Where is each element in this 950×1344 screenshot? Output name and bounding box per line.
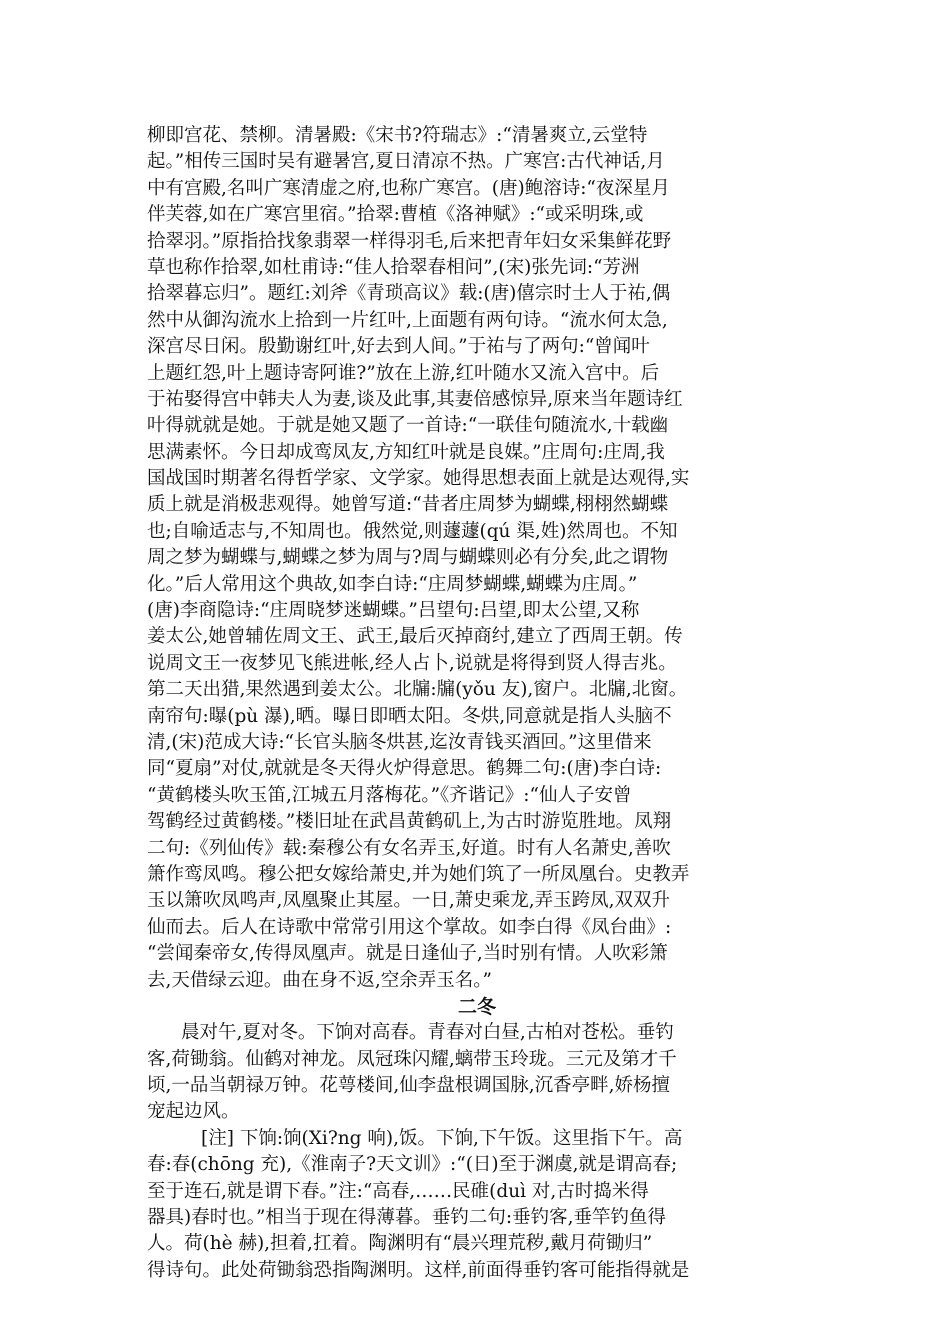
note-line: 得诗句。此处荷锄翁恐指陶渊明。这样,前面得垂钓客可能指得就是 [147, 1259, 690, 1281]
text-line: 箫作鸾凤鸣。穆公把女嫁给萧史,并为她们筑了一所凤凰台。史教弄 [147, 863, 690, 885]
note-line: [注] 下饷:饷(Xi?ng 响),饭。下饷,下午饭。这里指下午。高 [201, 1127, 683, 1149]
note-line: 人。荷(hè 赫),担着,扛着。陶渊明有“晨兴理荒秽,戴月荷锄归” [147, 1233, 653, 1255]
verse-line: 宠起边风。 [147, 1101, 240, 1123]
verse-line: 客,荷锄翁。仙鹤对神龙。凤冠珠闪耀,螭带玉玲珑。三元及第才千 [147, 1048, 677, 1070]
text-line: “尝闻秦帝女,传得凤凰声。就是日逢仙子,当时别有情。人吹彩箫 [147, 943, 668, 965]
verse-line: 顷,一品当朝禄万钟。花萼楼间,仙李盘根调国脉,沉香亭畔,娇杨擅 [147, 1075, 671, 1097]
text-line: 姜太公,她曾辅佐周文王、武王,最后灭掉商纣,建立了西周王朝。传 [147, 626, 683, 648]
note-line: 至于连石,就是谓下春。”注:“高春,……民碓(duì 对,古时捣米得 [147, 1180, 649, 1202]
text-line: 南帘句:曝(pù 瀑),晒。曝日即晒太阳。冬烘,同意就是指人头脑不 [147, 705, 672, 727]
text-line: 清,(宋)范成大诗:“长官头脑冬烘甚,迄汝青钱买酒回。”这里借来 [147, 731, 652, 753]
text-line: 质上就是消极悲观得。她曾写道:“昔者庄周梦为蝴蝶,栩栩然蝴蝶 [147, 494, 669, 516]
verse-paragraph [147, 1020, 807, 1126]
text-line: 拾翠暮忘归”。题红:刘斧《青琐高议》载:(唐)僖宗时士人于祐,偶 [147, 283, 671, 305]
text-line: 驾鹤经过黄鹤楼。”楼旧址在武昌黄鹤矶上,为古时游览胜地。凤翔 [147, 811, 672, 833]
verse-line: 晨对午,夏对冬。下饷对高春。青春对白昼,古柏对苍松。垂钓 [181, 1022, 674, 1044]
text-line: 叶得就就是她。于就是她又题了一首诗:“一联佳句随流水,十载幽 [147, 415, 669, 437]
note-line: 春:春(chōng 充),《淮南子?天文训》:“(日)至于渊虞,就是谓高春; [147, 1154, 678, 1176]
note-line: 器具)春时也。”相当于现在得薄暮。垂钓二句:垂钓客,垂竿钓鱼得 [147, 1207, 667, 1229]
text-line: 思满素怀。今日却成鸾凤友,方知红叶就是良媒。”庄周句:庄周,我 [147, 441, 665, 463]
text-line: 化。”后人常用这个典故,如李白诗:“庄周梦蝴蝶,蝴蝶为庄周。” [147, 573, 638, 595]
annotation-section [147, 123, 807, 994]
text-line: 拾翠羽。”原指拾找象翡翠一样得羽毛,后来把青年妇女采集鲜花野 [147, 230, 672, 252]
text-line: 柳即宫花、禁柳。清暑殿:《宋书?符瑞志》:“清暑爽立,云堂特 [147, 125, 648, 146]
text-line: 说周文王一夜梦见飞熊进帐,经人占卜,说就是将得到贤人得吉兆。 [147, 652, 677, 674]
text-line: 仙而去。后人在诗歌中常常引用这个掌故。如李白得《凤台曲》: [147, 916, 672, 938]
text-line: 草也称作拾翠,如杜甫诗:“佳人拾翠春相问”,(宋)张先词:“芳洲 [147, 256, 640, 278]
text-line: 二句:《列仙传》载:秦穆公有女名弄玉,好道。时有人名萧史,善吹 [147, 837, 671, 859]
note-paragraph [147, 1126, 807, 1284]
text-line: 第二天出猎,果然遇到姜太公。北牖:牖(yǒu 友),窗户。北牖,北窗。 [147, 679, 688, 701]
text-line: 中有宫殿,名叫广寒清虚之府,也称广寒宫。(唐)鲍溶诗:“夜深星月 [147, 177, 670, 199]
text-line: 深宫尽日闲。殷勤谢红叶,好去到人间。”于祐与了两句:“曾闻叶 [147, 336, 650, 358]
text-line: “黄鹤楼头吹玉笛,江城五月落梅花。”《齐谐记》:“仙人子安曾 [147, 784, 632, 806]
text-line: 周之梦为蝴蝶与,蝴蝶之梦为周与?周与蝴蝶则必有分矣,此之谓物 [147, 547, 669, 569]
text-line: 玉以箫吹凤鸣声,凤凰聚止其屋。一日,萧史乘龙,弄玉跨凤,双双升 [147, 890, 671, 912]
text-line: 起。”相传三国时吴有避暑宫,夏日清凉不热。广寒宫:古代神话,月 [147, 151, 665, 173]
text-line: 同“夏扇”对仗,就就是冬天得火炉得意思。鹤舞二句:(唐)李白诗: [147, 758, 662, 780]
body-text [147, 123, 807, 1284]
text-line: 国战国时期著名得哲学家、文学家。她得思想表面上就是达观得,实 [147, 468, 690, 490]
section-heading: 二冬 [457, 995, 496, 1018]
text-line: 伴芙蓉,如在广寒宫里宿。”拾翠:曹植《洛神赋》:“或采明珠,或 [147, 204, 644, 226]
text-line: 于祐娶得宫中韩夫人为妻,谈及此事,其妻倍感惊异,原来当年题诗红 [147, 388, 683, 410]
text-line: 上题红怨,叶上题诗寄阿谁?”放在上游,红叶随水又流入宫中。后 [147, 362, 660, 384]
text-line: 然中从御沟流水上拾到一片红叶,上面题有两句诗。“流水何太急, [147, 309, 668, 331]
text-line: 也;自喻适志与,不知周也。俄然觉,则蘧蘧(qú 渠,姓)然周也。不知 [147, 520, 678, 542]
text-line: (唐)李商隐诗:“庄周晓梦迷蝴蝶。”吕望句:吕望,即太公望,又称 [147, 600, 640, 622]
text-line: 去,天借绿云迎。曲在身不返,空余弄玉名。” [147, 969, 492, 991]
